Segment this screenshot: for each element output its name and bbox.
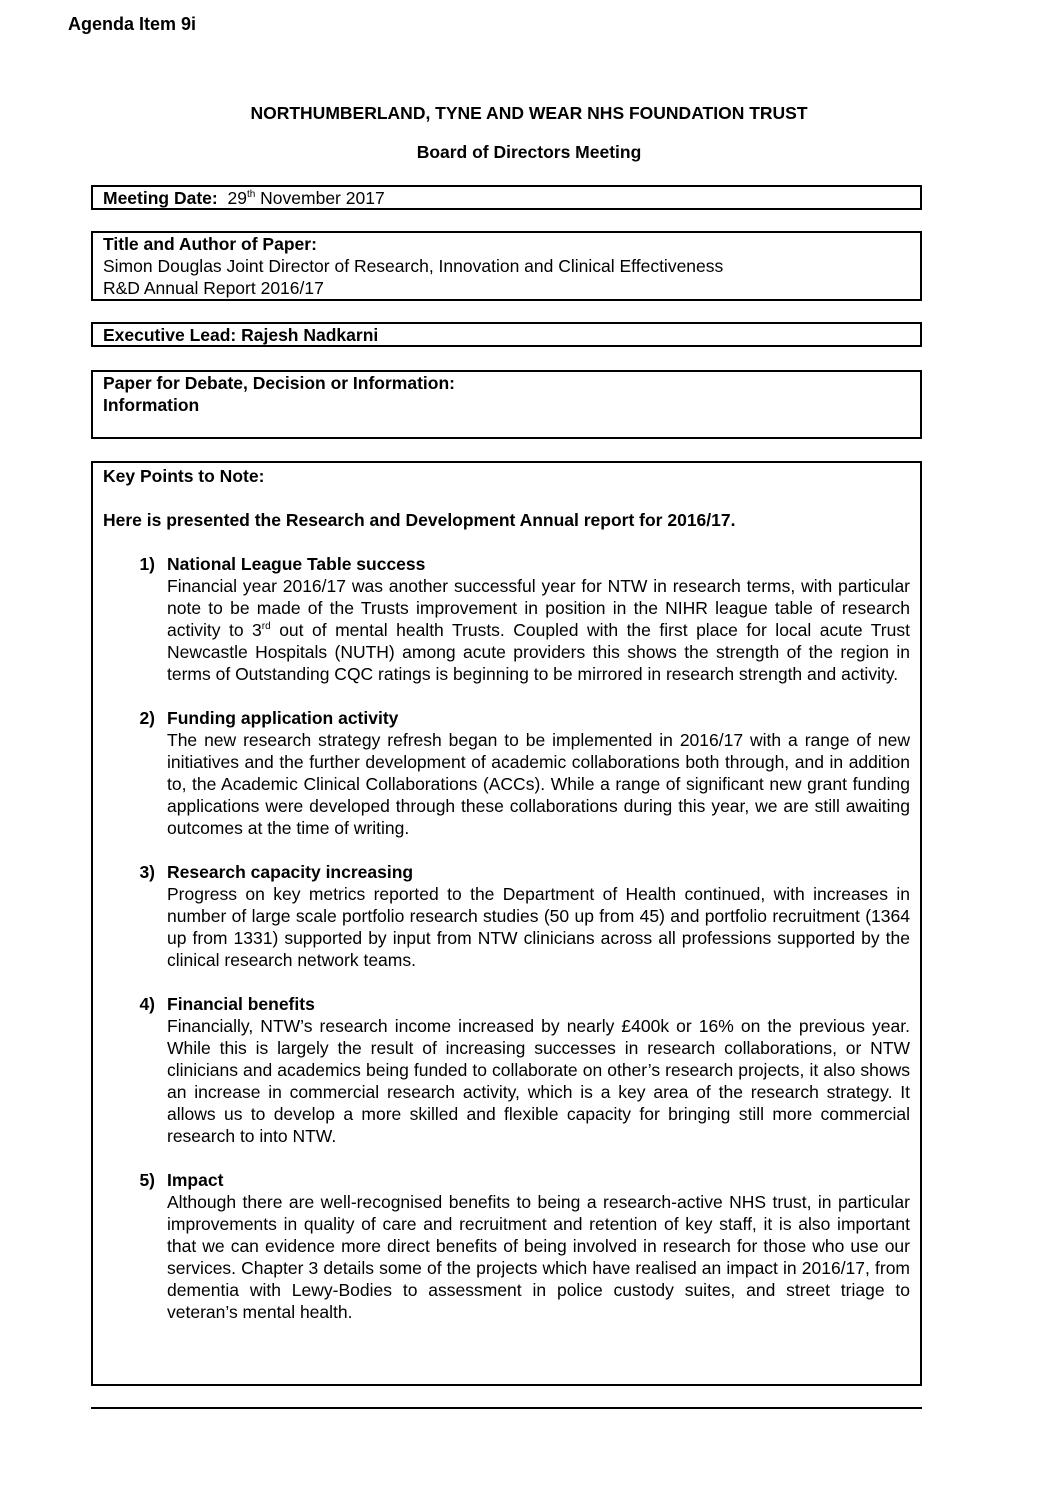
- meeting-date-day: 29: [227, 188, 247, 208]
- key-point-item: [103, 707, 910, 839]
- key-points-box: [91, 461, 922, 1386]
- key-point-text: Financially, NTW’s research income increased by nearly £400k or 16% on the previous year. While this is largely the result of increasing successes in research collaborations, or NTW clinicians and academics being funded to collaborate on other’s research projects, it also shows an increase in commercial research activity, which is a key area of the research strategy. It allows us to develop a more skilled and flexible capacity for bringing still more commercial research to into NTW.: [167, 1016, 910, 1146]
- paper-type-value: Information: [103, 395, 200, 415]
- title-author-label: Title and Author of Paper:: [103, 234, 317, 254]
- key-point-text-part: out of mental health Trusts. Coupled with the first place for local acute Trust Newcastle Hospitals (NUTH) among acute providers this shows the strength of the region in terms of Outstanding CQC ratings is beginning to be mirrored in research strength and activity.: [167, 620, 910, 684]
- paper-type-box: [91, 370, 922, 439]
- meeting-date-box: [91, 185, 922, 210]
- key-point-text: Although there are well-recognised benefits to being a research-active NHS trust, in particular improvements in quality of care and recruitment and retention of key staff, it is also important that we can evidence more direct benefits of being involved in research for those who use our services. Chapter 3 details some of the projects which have realised an impact in 2016/17, from dementia with Lewy-Bodies to assessment in police custody suites, and street triage to veteran’s mental health.: [167, 1192, 910, 1322]
- key-point-item: [103, 993, 910, 1147]
- key-point-number: 2): [139, 708, 155, 728]
- key-point-text: The new research strategy refresh began to be implemented in 2016/17 with a range of new initiatives and the further development of academic collaborations both through, and in addition to, the Academic Clinical Collaborations (ACCs). While a range of significant new grant funding applications were developed through these collaborations during this year, we are still awaiting outcomes at the time of writing.: [167, 730, 910, 838]
- key-point-number: 1): [139, 554, 155, 574]
- key-point-item: [103, 861, 910, 971]
- key-point-number: 5): [139, 1170, 155, 1190]
- title-author-box: [91, 231, 922, 301]
- meeting-date-suffix: th: [246, 189, 256, 201]
- key-points-list: [103, 553, 910, 1323]
- key-point-heading: Research capacity increasing: [167, 862, 414, 882]
- key-point-heading: National League Table success: [167, 554, 426, 574]
- meeting-date-label: Meeting Date:: [103, 188, 218, 208]
- author-line: Simon Douglas Joint Director of Research, Innovation and Clinical Effectiveness: [103, 256, 724, 276]
- key-point-item: [103, 553, 910, 685]
- paper-title-line: R&D Annual Report 2016/17: [103, 278, 324, 298]
- key-point-heading: Financial benefits: [167, 994, 315, 1014]
- key-point-number: 3): [139, 862, 155, 882]
- key-points-intro: Here is presented the Research and Development Annual report for 2016/17.: [103, 510, 736, 530]
- executive-lead-box: [91, 322, 922, 347]
- key-point-number: 4): [139, 994, 155, 1014]
- key-point-item: [103, 1169, 910, 1323]
- organisation-title: NORTHUMBERLAND, TYNE AND WEAR NHS FOUNDATION TRUST: [250, 103, 808, 123]
- key-point-text-part: Financial year 2016/17 was another successful year for NTW in research terms, with particular note to be made of the Trusts improvement in position in the NIHR league table of research activity to 3: [167, 576, 910, 640]
- key-point-heading: Funding application activity: [167, 708, 399, 728]
- key-points-label: Key Points to Note:: [103, 466, 265, 486]
- key-point-heading: Impact: [167, 1170, 224, 1190]
- key-point-text: Progress on key metrics reported to the Department of Health continued, with increases in number of large scale portfolio research studies (50 up from 45) and portfolio recruitment (1364 up from 1331) supported by input from NTW clinicians across all professions supported by the clinical research network teams.: [167, 884, 910, 970]
- key-point-text: [167, 575, 910, 685]
- paper-type-label: Paper for Debate, Decision or Information:: [103, 373, 455, 393]
- footer-divider: [91, 1407, 922, 1409]
- meeting-date-rest: November 2017: [260, 188, 385, 208]
- ordinal-suffix: rd: [261, 621, 271, 633]
- executive-lead: Executive Lead: Rajesh Nadkarni: [103, 325, 379, 345]
- meeting-title: Board of Directors Meeting: [416, 142, 642, 162]
- agenda-item-label: Agenda Item 9i: [68, 14, 197, 34]
